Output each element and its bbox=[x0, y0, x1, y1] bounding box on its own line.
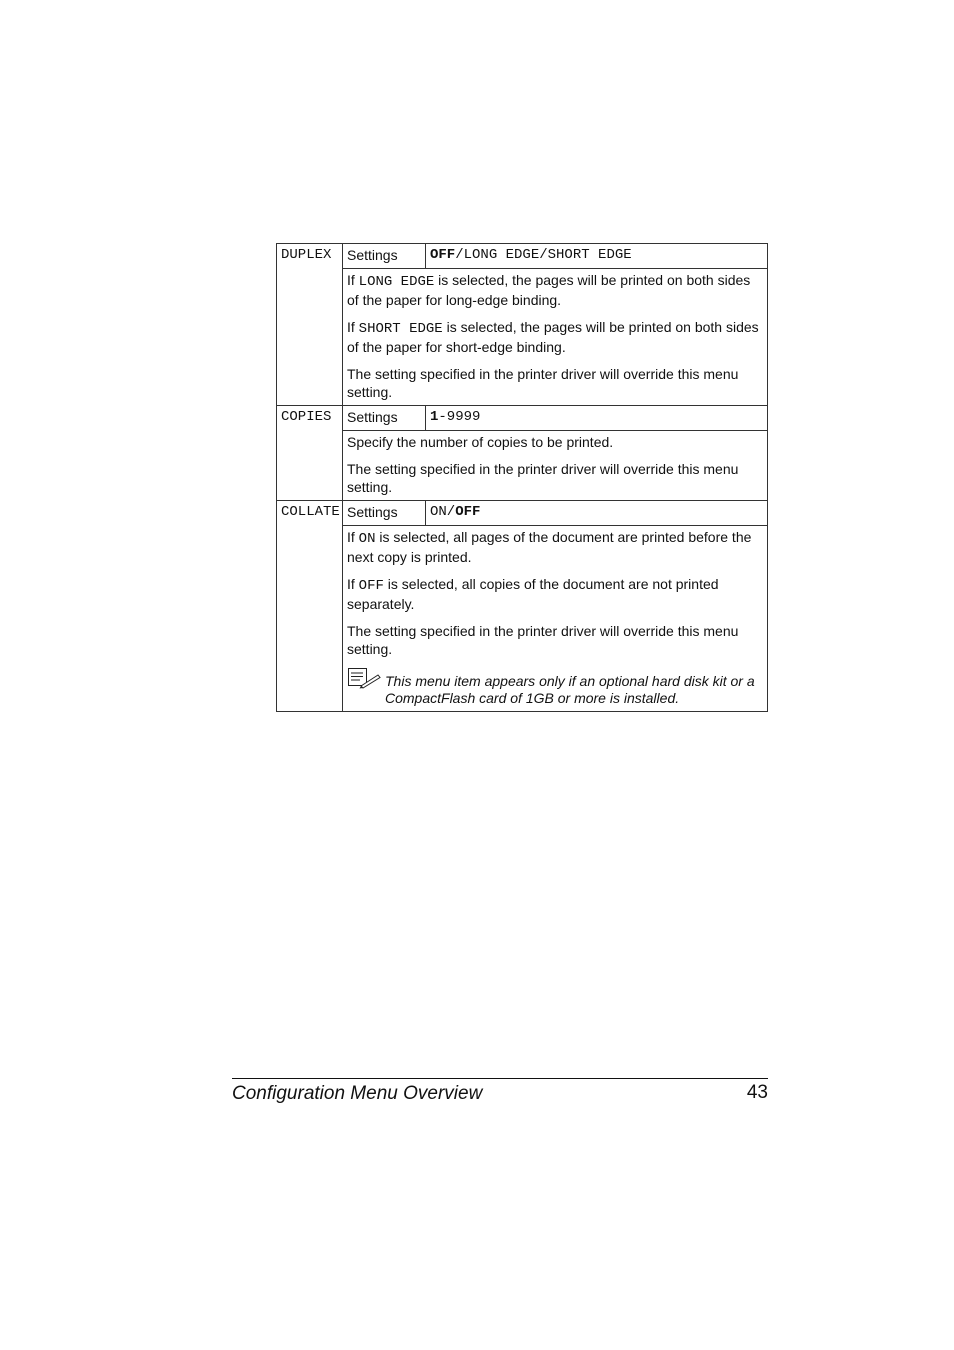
table-row bbox=[277, 244, 768, 269]
settings-values bbox=[426, 244, 768, 269]
description-paragraph: If OFF is selected, all copies of the document are not printed separately. bbox=[347, 576, 719, 612]
table-row bbox=[277, 406, 768, 431]
footer-title: Configuration Menu Overview bbox=[232, 1083, 483, 1104]
settings-values bbox=[426, 406, 768, 431]
table-row bbox=[277, 526, 768, 712]
settings-values bbox=[426, 501, 768, 526]
settings-label: Settings bbox=[343, 501, 426, 526]
description-paragraph: The setting specified in the printer driver will override this menu setting. bbox=[347, 623, 739, 657]
page-number: 43 bbox=[746, 1082, 768, 1103]
other-values: ON/ bbox=[430, 504, 456, 520]
other-values: -9999 bbox=[438, 409, 481, 425]
inline-code: LONG EDGE bbox=[358, 274, 435, 290]
other-values: /LONG EDGE/SHORT EDGE bbox=[455, 247, 632, 263]
table-row bbox=[277, 269, 768, 406]
note-text: This menu item appears only if an optional hard disk kit or a CompactFlash card of 1GB or more is installed. bbox=[385, 673, 755, 706]
settings-label: Settings bbox=[343, 406, 426, 431]
default-value: OFF bbox=[430, 247, 456, 263]
inline-code: ON bbox=[358, 531, 376, 547]
description-cell bbox=[343, 431, 768, 501]
inline-code: SHORT EDGE bbox=[358, 321, 443, 337]
note-pencil-icon bbox=[347, 667, 385, 693]
default-value: 1 bbox=[430, 409, 439, 425]
description-cell bbox=[343, 269, 768, 406]
menu-settings-table bbox=[276, 243, 768, 712]
description-paragraph: Specify the number of copies to be printed. bbox=[347, 434, 614, 450]
default-value: OFF bbox=[455, 504, 481, 520]
table-row bbox=[277, 431, 768, 501]
menu-item-key: COPIES bbox=[277, 406, 343, 501]
page-footer bbox=[232, 1078, 768, 1104]
settings-label: Settings bbox=[343, 244, 426, 269]
description-paragraph: If SHORT EDGE is selected, the pages will be printed on both sides of the paper for short-edge binding. bbox=[347, 319, 759, 355]
menu-item-key: COLLATE bbox=[277, 501, 343, 712]
description-paragraph: If ON is selected, all pages of the document are printed before the next copy is printed. bbox=[347, 529, 752, 565]
inline-code: OFF bbox=[358, 578, 384, 594]
description-paragraph: The setting specified in the printer driver will override this menu setting. bbox=[347, 366, 739, 400]
note bbox=[347, 667, 763, 707]
description-cell bbox=[343, 526, 768, 712]
description-paragraph: The setting specified in the printer driver will override this menu setting. bbox=[347, 461, 739, 495]
menu-item-key: DUPLEX bbox=[277, 244, 343, 406]
table-row bbox=[277, 501, 768, 526]
description-paragraph: If LONG EDGE is selected, the pages will be printed on both sides of the paper for long-edge binding. bbox=[347, 272, 751, 308]
